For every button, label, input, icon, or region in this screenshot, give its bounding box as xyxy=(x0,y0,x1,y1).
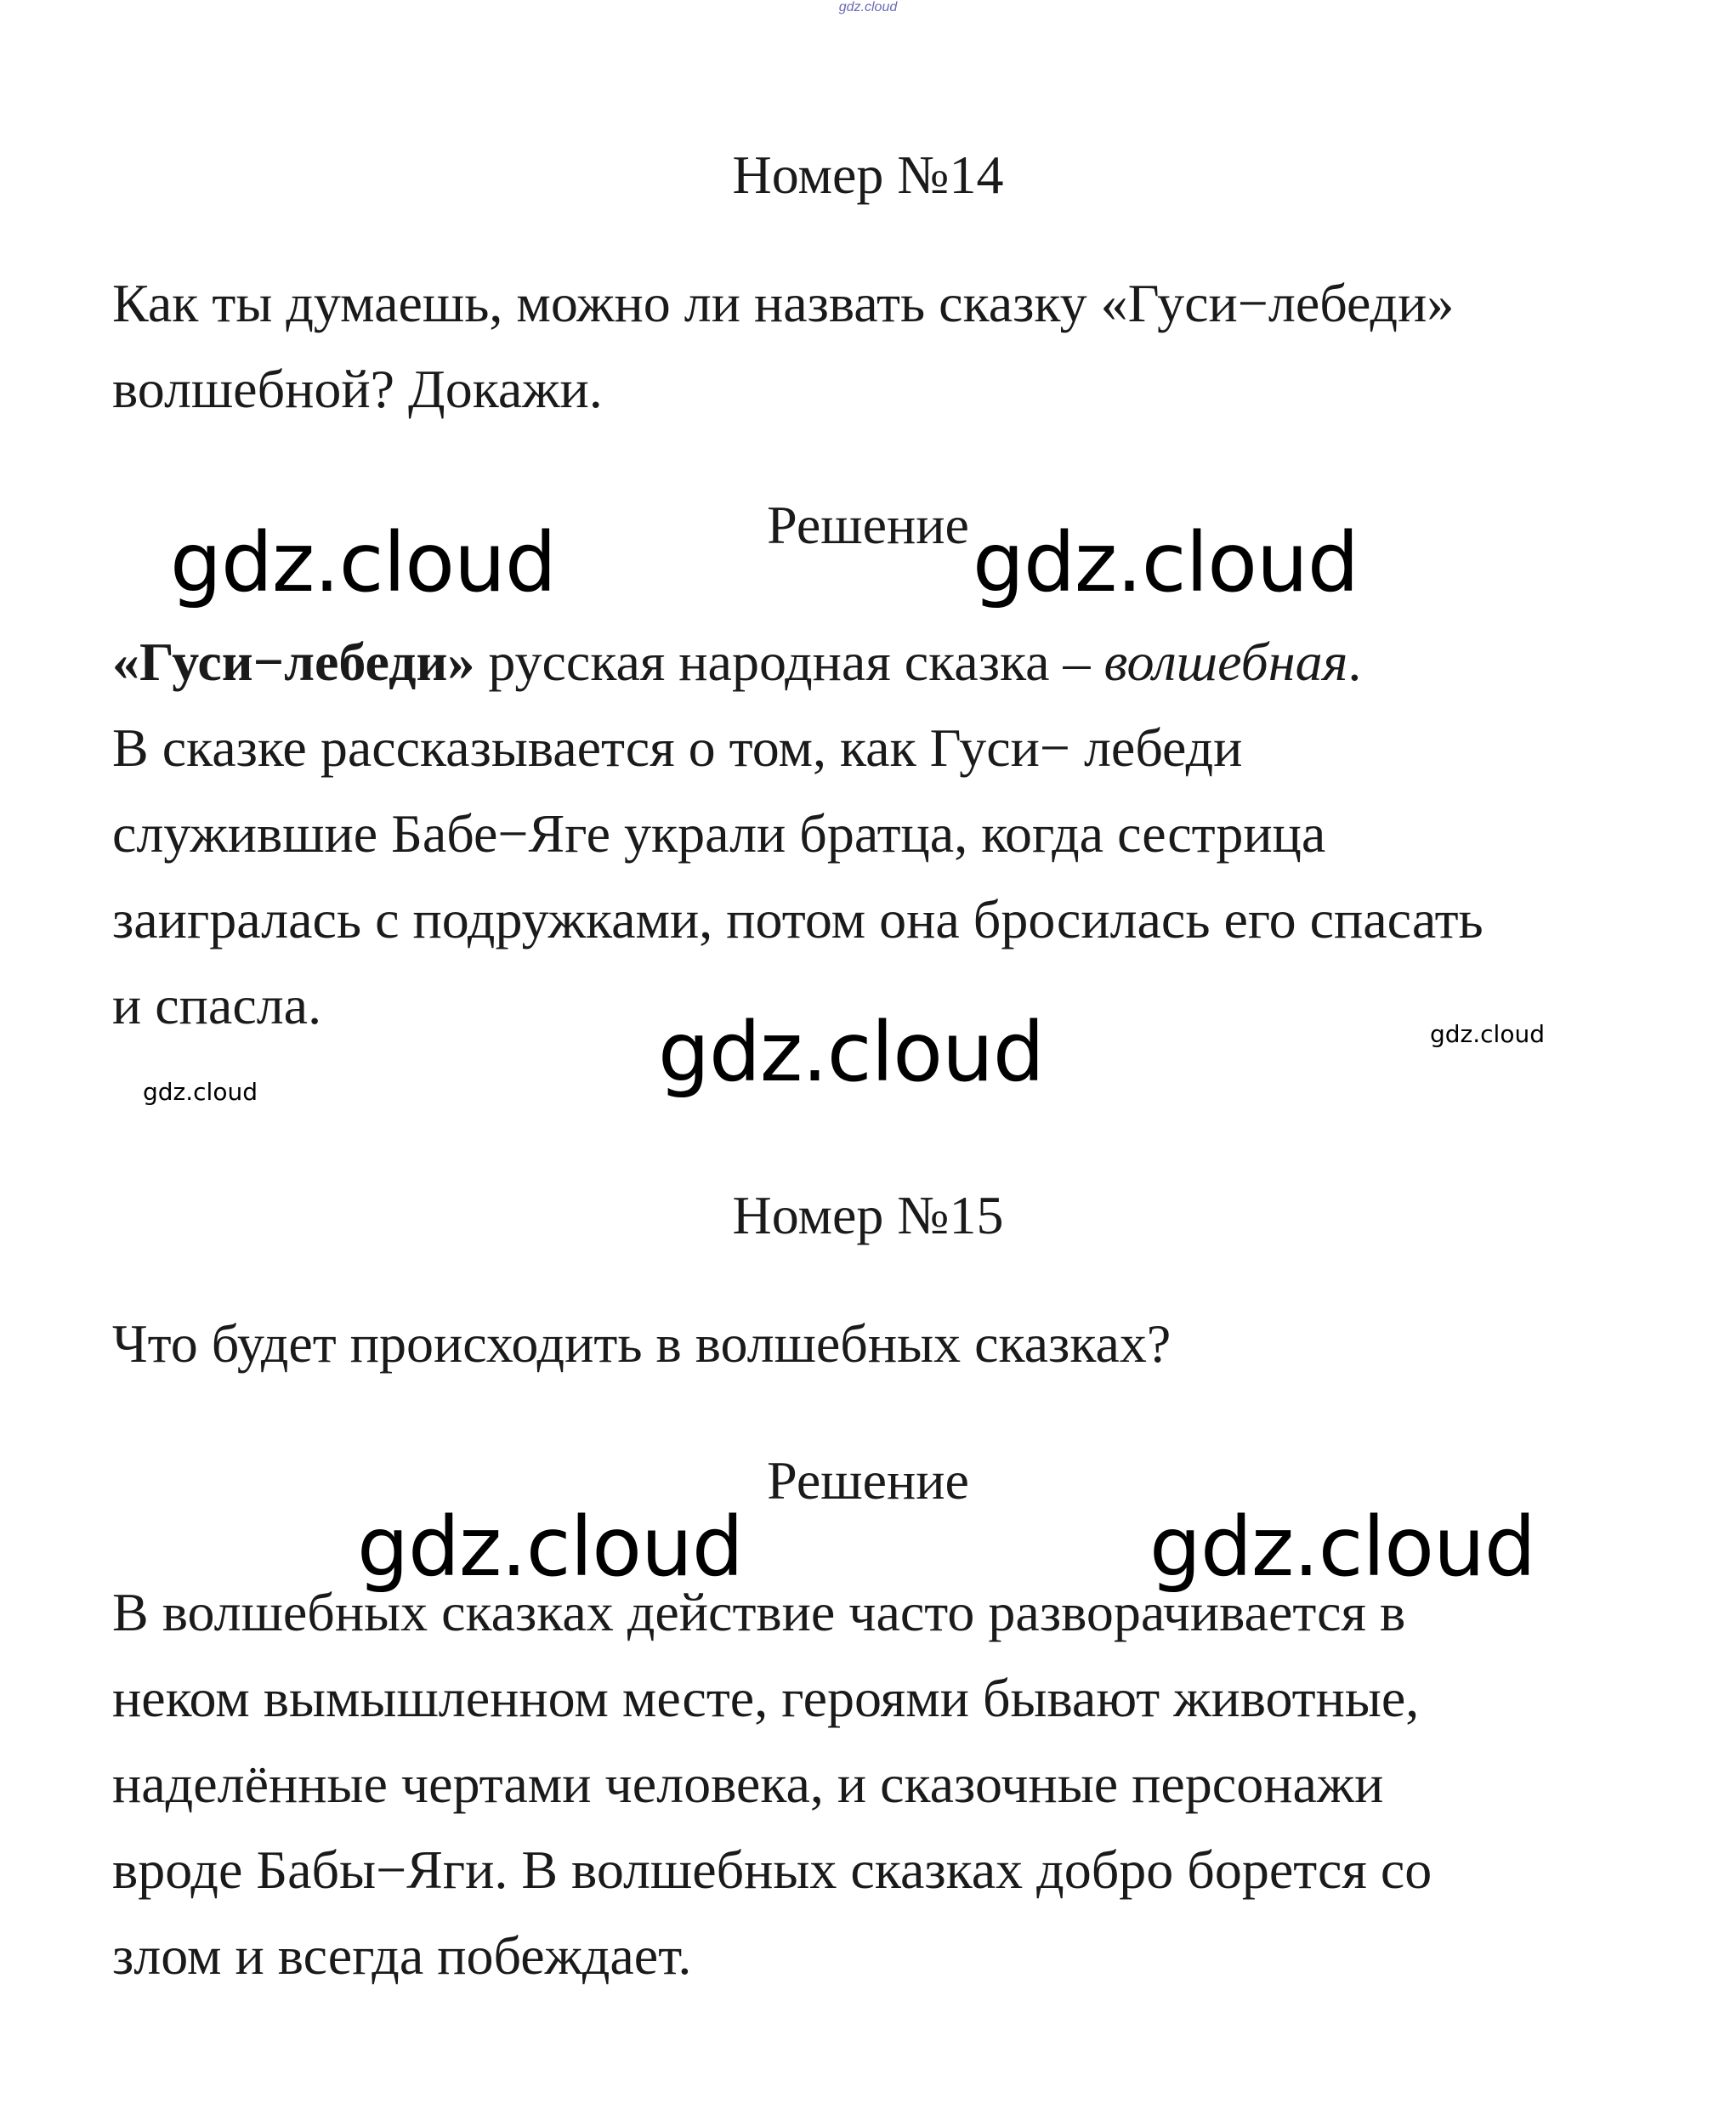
task15-answer-line5: злом и всегда побеждает. xyxy=(112,1925,692,1986)
task15-question-text: Что будет происходить в волшебных сказках? xyxy=(112,1313,1172,1374)
task14-question xyxy=(112,260,1659,432)
watermark-3: gdz.cloud xyxy=(658,1005,1044,1100)
watermark-2: gdz.cloud xyxy=(973,515,1359,610)
watermark-5: gdz.cloud xyxy=(143,1078,258,1106)
task14-question-line2: волшебной? Докажи. xyxy=(112,359,603,419)
task15-heading: Номер №15 xyxy=(732,1185,1004,1245)
task14-answer-mid: русская народная сказка – xyxy=(474,632,1104,692)
task15-question xyxy=(112,1301,1659,1386)
task15-answer-line1: В волшебных сказках действие часто разворачивается в xyxy=(112,1582,1406,1642)
task14-question-line1: Как ты думаешь, можно ли назвать сказку «Гуси−лебеди» xyxy=(112,273,1455,333)
task14-heading: Номер №14 xyxy=(732,145,1004,205)
task14-solution-label: Решение xyxy=(767,495,969,555)
watermark-4: gdz.cloud xyxy=(1430,1020,1545,1048)
task14-answer xyxy=(112,619,1659,1048)
watermark-7: gdz.cloud xyxy=(1149,1499,1535,1595)
task14-answer-end: . xyxy=(1347,632,1362,692)
watermark-6: gdz.cloud xyxy=(357,1499,743,1595)
task14-answer-italic: волшебная xyxy=(1103,632,1348,692)
task15-solution-label: Решение xyxy=(767,1450,969,1511)
task15-answer xyxy=(112,1569,1659,1998)
top-watermark: gdz.cloud xyxy=(838,0,898,14)
task14-answer-line3: служившие Бабе−Яге украли братца, когда сестрица xyxy=(112,803,1326,864)
watermark-1: gdz.cloud xyxy=(170,515,556,610)
task15-answer-line3: наделённые чертами человека, и сказочные персонажи xyxy=(112,1754,1384,1814)
task14-answer-title: «Гуси−лебеди» xyxy=(112,632,475,692)
task15-answer-line4: вроде Бабы−Яги. В волшебных сказках добро борется со xyxy=(112,1839,1432,1900)
task15-answer-line2: неком вымышленном месте, героями бывают животные, xyxy=(112,1668,1420,1728)
task14-answer-line2: В сказке рассказывается о том, как Гуси− лебеди xyxy=(112,717,1243,778)
task14-answer-line4: заигралась с подружками, потом она бросилась его спасать xyxy=(112,889,1484,949)
task14-answer-line5: и спасла. xyxy=(112,975,322,1035)
